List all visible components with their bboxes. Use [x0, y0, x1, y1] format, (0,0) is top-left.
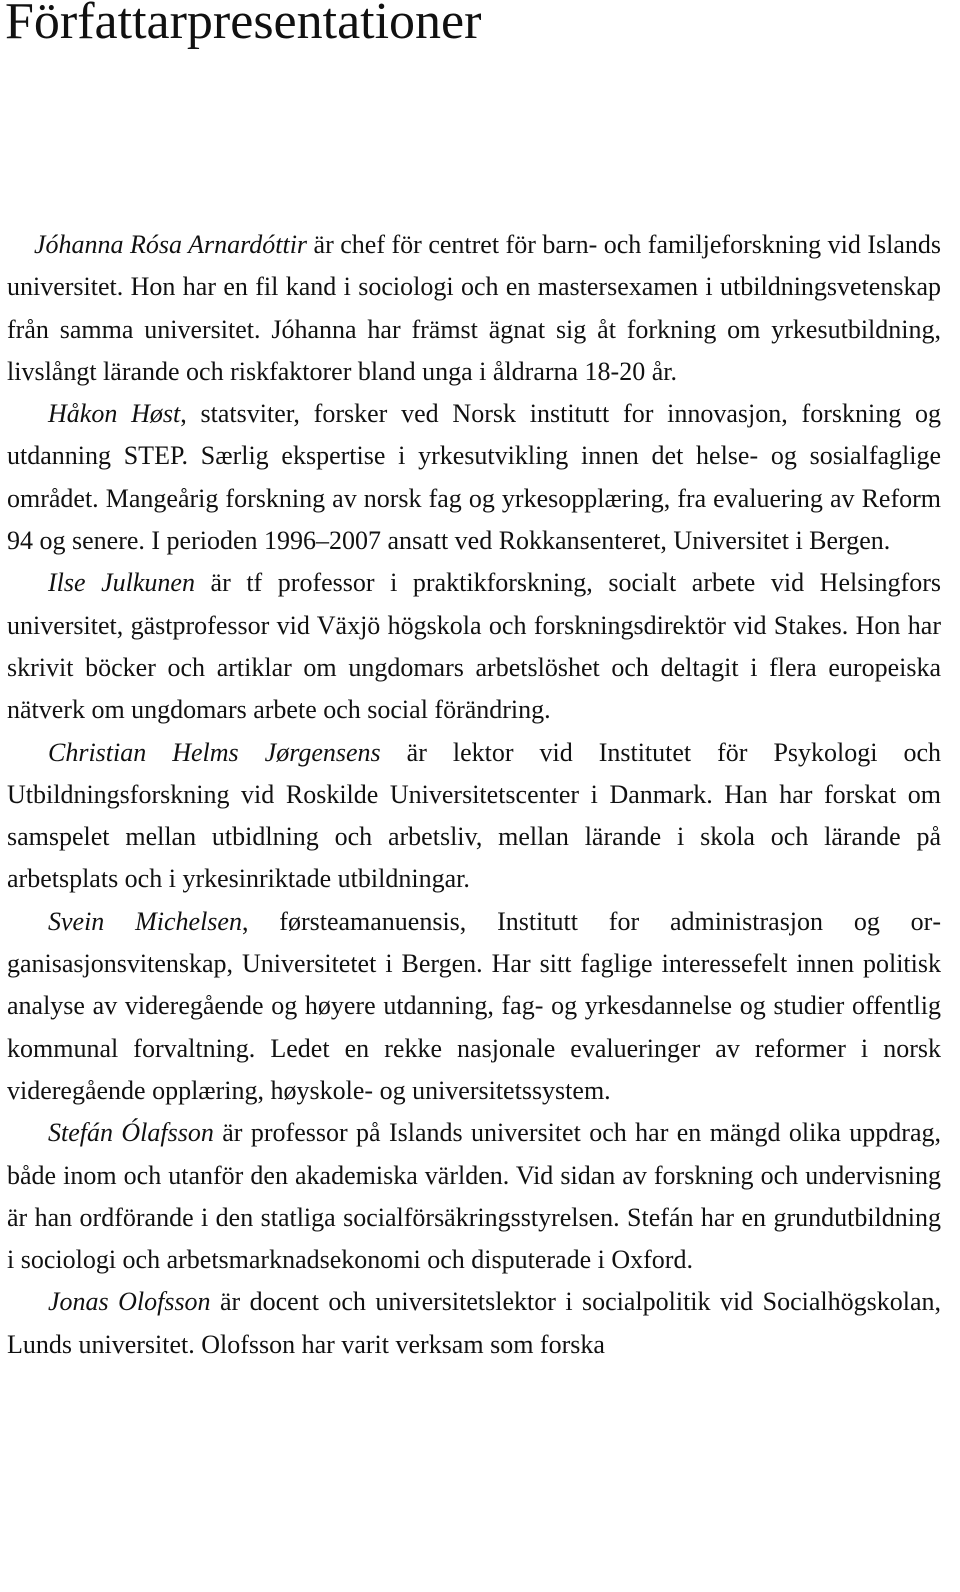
bio-paragraph — [7, 393, 941, 562]
bio-text: är professor på Islands universitet och har en mängd olika uppdrag, både inom och utanför den akademiska världen. Vid sidan av forskning och undervisning är han ordförande i den statliga socialförsäkringsstyrelsen. Stefán har en grundutbildning i sociologi och arbetsmarknadsekonomi och disputerade i Oxford. — [7, 1118, 941, 1275]
bio-paragraph — [7, 562, 941, 731]
bio-text: , førsteamanuensis, Institutt for administrasjon og organisasjonsvitenskap, Universitetet i Bergen. Har sitt faglige interessefelt innen politisk analyse av videregående og høyere utdanning, fag- og yrkesdannelse og studier offentlig kommunal forvaltning. Ledet en rekke nasjonale evalueringer av reformer i norsk videregående opplæring, høyskole- og universitetssystem. — [7, 906, 941, 1105]
bio-paragraph — [7, 1112, 941, 1281]
bio-paragraph — [7, 901, 941, 1112]
author-name: Stefán Ólafsson — [48, 1118, 214, 1148]
bio-text: är lektor vid Institutet för Psykologi och Utbildningsforskning vid Roskilde Universitetscenter i Danmark. Han har forskat om samspelet mellan utbidlning och arbetsliv, mellan lärande i skola och lärande på arbetsplats och i yrkesinriktade utbildningar. — [7, 737, 941, 894]
author-name: Jonas Olofsson — [48, 1287, 211, 1317]
bio-paragraph — [7, 1281, 941, 1366]
bio-text: är chef för centret för barn- och familjeforskning vid Islands universitet. Hon har en fil kand i sociologi och en mastersexamen i utbildningsvetenskap från samma universitet. Jóhanna har främst ägnat sig åt forkning om yrkesutbildning, livslångt lärande och riskfaktorer bland unga i åldrarna 18-20 år. — [7, 230, 941, 386]
page-title: Författarpresentationer — [5, 0, 482, 50]
bio-text: är docent och universitetslektor i socialpolitik vid Socialhögskolan, Lunds universitet. Olofsson har varit verksam som forska — [7, 1287, 941, 1359]
author-name: Christian Helms Jørgensens — [48, 737, 381, 767]
author-name: Svein Michelsen — [48, 906, 242, 936]
author-name: Jóhanna Rósa Arnardóttir — [34, 230, 308, 259]
bio-paragraph — [7, 224, 941, 393]
bio-text: är tf professor i praktikforskning, socialt arbete vid Helsingfors universitet, gästprofessor vid Växjö högskola och forskningsdirektör vid Stakes. Hon har skrivit böcker och artiklar om ungdomars arbetslöshet och deltagit i flera europeiska nätverk om ungdomars arbete och social förändring. — [7, 568, 941, 725]
bio-paragraph — [7, 732, 941, 901]
bio-text: , statsviter, forsker ved Norsk institutt for innovasjon, forskning og utdanning STEP. Særlig ekspertise i yrkesutvikling innen det helse- og sosialfaglige området. Mangeårig forskning av norsk fag og yrkesopplæring, fra evaluering av Reform 94 og senere. I perioden 1996–2007 ansatt ved Rokkansenteret, Universitet i Bergen. — [7, 399, 941, 556]
author-name: Ilse Julkunen — [48, 568, 195, 598]
author-name: Håkon Høst — [48, 399, 181, 429]
author-bios — [7, 224, 941, 1366]
